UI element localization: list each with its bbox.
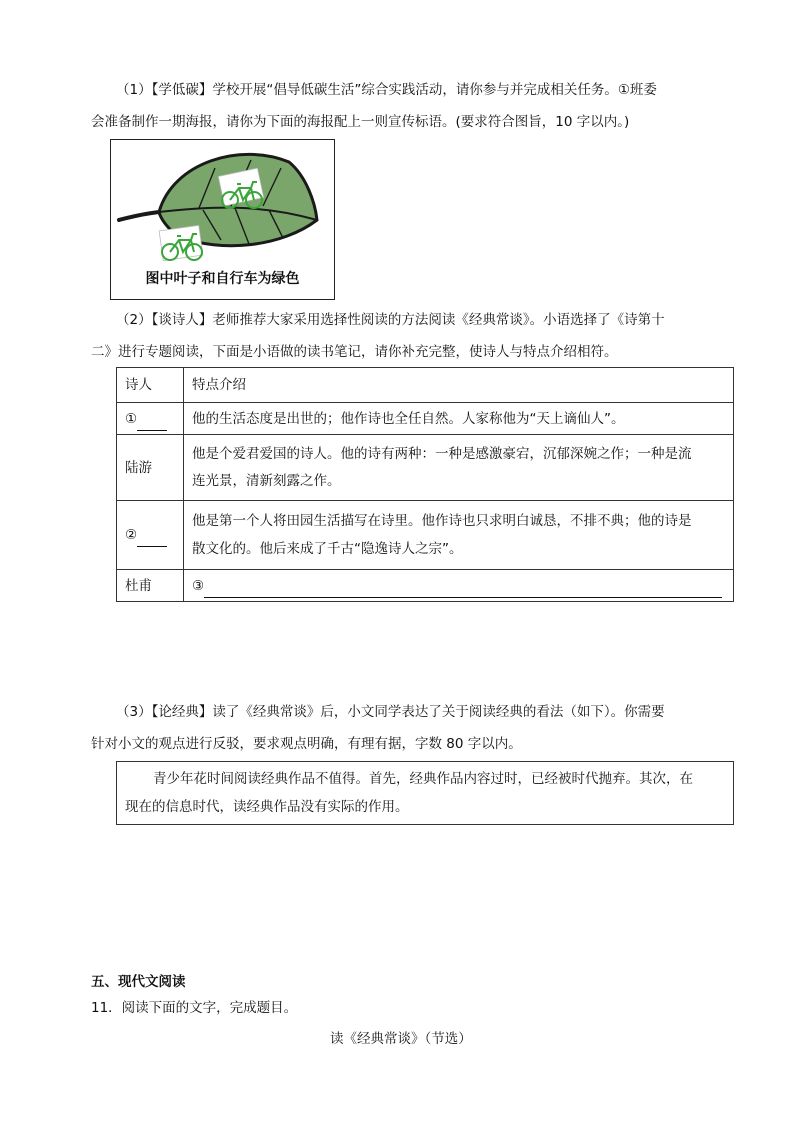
- q2-line1: （2）【谈诗人】老师推荐大家采用选择性阅读的方法阅读《经典常谈》。小语选择了《诗第十: [116, 312, 665, 328]
- bicycle-icon: [159, 225, 203, 260]
- feature-cell: [184, 403, 734, 435]
- table-row: [117, 435, 734, 501]
- poster-caption: 图中叶子和自行车为绿色: [145, 271, 300, 287]
- feature-text: 散文化的。他后来成了千古“隐逸诗人之宗”。: [192, 541, 463, 557]
- blank-marker: ②: [125, 527, 138, 543]
- poet-cell: [117, 403, 184, 435]
- header-feature: 特点介绍: [184, 368, 734, 403]
- answer-blank-1[interactable]: [137, 430, 167, 431]
- poet-notes-table: [116, 367, 734, 602]
- quote-box: [116, 761, 734, 825]
- blank-marker: ③: [192, 577, 205, 594]
- blank-marker: ①: [125, 410, 138, 427]
- leaf-stem: [119, 212, 159, 220]
- table-row: [117, 501, 734, 570]
- quote-line: 现在的信息时代，读经典作品没有实际的作用。: [125, 799, 409, 815]
- feature-text: 连光景，清新刻露之作。: [192, 472, 341, 489]
- feature-text: 他的生活态度是出世的；他作诗也全任自然。人家称他为“天上谪仙人”。: [192, 410, 625, 427]
- feature-text: 他是第一个人将田园生活描写在诗里。他作诗也只求明白诚恳，不排不典；他的诗是: [192, 513, 692, 529]
- header-poet: 诗人: [117, 368, 184, 403]
- feature-cell: [184, 570, 734, 602]
- q3-line2: 针对小文的观点进行反驳，要求观点明确，有理有据，字数 80 字以内。: [91, 736, 522, 752]
- q2-line2: 二》进行专题阅读，下面是小语做的读书笔记，请你补充完整，使诗人与特点介绍相符。: [91, 344, 618, 360]
- poet-cell: 陆游: [117, 435, 184, 501]
- q1-line2: 会准备制作一期海报，请你为下面的海报配上一则宣传标语。(要求符合图旨，10 字以内。): [91, 114, 630, 130]
- quote-line: 青少年花时间阅读经典作品不值得。首先，经典作品内容过时，已经被时代抛弃。其次，在: [153, 771, 693, 787]
- table-row: [117, 570, 734, 602]
- answer-blank-3[interactable]: [204, 597, 722, 598]
- answer-blank-2[interactable]: [137, 546, 167, 547]
- table-row: [117, 403, 734, 435]
- poster-image: [110, 139, 335, 300]
- feature-cell: [184, 501, 734, 570]
- feature-text: 他是个爱君爱国的诗人。他的诗有两种：一种是感激豪宕，沉郁深婉之作；一种是流: [192, 445, 692, 462]
- q11-prompt: 11．阅读下面的文字，完成题目。: [91, 1000, 298, 1016]
- q3-line1: （3）【论经典】读了《经典常谈》后，小文同学表达了关于阅读经典的看法（如下）。你需要: [116, 704, 665, 720]
- feature-cell: [184, 435, 734, 501]
- table-header-row: [117, 368, 734, 403]
- poet-cell: 杜甫: [117, 570, 184, 602]
- q1-line1: （1）【学低碳】学校开展“倡导低碳生活”综合实践活动，请你参与并完成相关任务。①班委: [116, 82, 657, 98]
- poet-cell: [117, 501, 184, 570]
- section-heading: 五、现代文阅读: [91, 974, 186, 990]
- passage-title: 读《经典常谈》（节选）: [330, 1031, 472, 1047]
